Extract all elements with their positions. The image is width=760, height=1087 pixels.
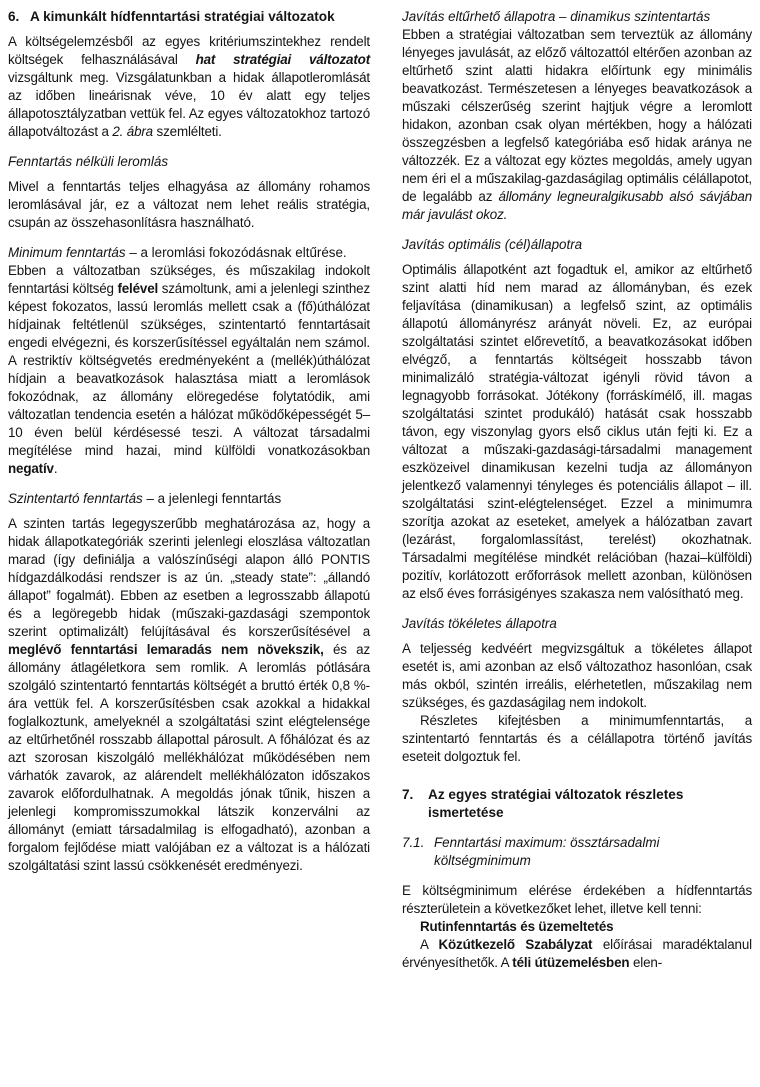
paragraph-kozutkezelo: A Közútkezelő Szabályzat előírásai maradéktalanul érvényesíthetők. A téli útüzemelésben elen- <box>402 937 752 970</box>
paragraph-fenntartas-nelkuli: Mivel a fenntartás teljes elhagyása az állomány rohamos leromlásával jár, ez a változat nem lehet reális stratégia, csupán az összehasonlításra használható. <box>8 179 370 230</box>
paragraph-javitas-tokeletes: A teljesség kedvéért megvizsgáltuk a tökéletes állapot esetét is, ami azonban az első változathoz hasonlóan, csak más okból, szintén irreális, elérhetetlen, műszakilag nem szükséges, és gazdaságilag nem indokolt. <box>402 641 752 710</box>
paragraph-javitas-eltur: Ebben a stratégiai változatban sem terveztük az állomány lényeges javulását, az előző változattól eltérően azonban az eltűrhető szint alatti hidakra előírtunk egy minimális beavatkozást. Természetesen a lényeges beavatkozások a műszaki célszerűség szerint hajtjuk végre a leromlott hidakon, azonban csak olyan mértékben, hogy a hálózati összegzésben a legfelső kategóriába eső hidak aránya ne változzék. Ez a változat egy köztes megoldás, amely ugyan nem éri el a műszakilag-gazdaságilag optimális célállapotot, de legalább az állomány legneuralgikusabb alsó sávjában már javulást okoz. <box>402 27 752 222</box>
section-title: Az egyes stratégiai változatok részletes ismertetése <box>428 787 684 820</box>
left-column <box>8 8 370 875</box>
paragraph-javitas-optimalis: Optimális állapotként azt fogadtuk el, amikor az eltűrhető szint alatti híd nem marad az állományban, és ezek feljavítása (dinamikusan) a legfelső szint, az optimális állapotú állományrész arányát növeli. Ez, az európai szolgáltatási szintet előrevetítő, a beavatkozásokat időben elvégző, a fenntartás költségeit hosszabb távon minimalizáló stratégia-változat igényli rövid távon a legnagyobb forrásokat. Jótékony (forráskímélő, ill. magas szolgáltatási szintet produkáló) hatását csak hosszabb távon, egy viszonylag gyors első ciklus után fejti ki. Ez a változat a műszaki-gazdasági-társadalmi management eszközeivel dinamikusan kezelni tudja az állományon jelentkező valamennyi tényleges és potenciális állapot – ill. szolgáltatási szint-elégtelenséget. Ezzel a minimumra szorítja azokat az eseteket, amelyek a hálózatban zavart (lezárást, forgalomlassítást, terelést) okozhatnak. Társadalmi megítélése mindkét relációban (hazai–külföldi) pozitív, korlátozott erőforrások mellett azonban, különösen az első éves forrásigényes szakasza nem valósítható meg. <box>402 262 752 601</box>
paragraph-koltsegminimum: E költségminimum elérése érdekében a hídfenntartás részterületein a következőket lehet, illetve kell tenni: <box>402 883 752 916</box>
subheading-javitas-tokeletes: Javítás tökéletes állapotra <box>402 616 557 631</box>
subheading-szintentarto: Szintentartó fenntartás – a jelenlegi fenntartás <box>8 491 282 506</box>
subheading-minimum-fenntartas: Minimum fenntartás – a leromlási fokozódásnak eltűrése. <box>8 245 347 260</box>
section-title: A kimunkált hídfenntartási stratégiai változatok <box>30 9 335 24</box>
intro-paragraph: A költségelemzésből az egyes kritériumszintekhez rendelt költségek felhasználásával hat stratégiai változatot vizsgáltunk meg. Vizsgálatunkban a hidak állapotleromlását az időben lineárisnak véve, 10 év alatt egy teljes állapotosztályzatban vettük fel. Az egyes változatokhoz tartozó állapotváltozást a 2. ábra szemlélteti. <box>8 34 370 139</box>
subheading-javitas-optimalis: Javítás optimális (cél)állapotra <box>402 237 583 252</box>
subsection-number: 7.1. <box>402 835 425 850</box>
subheading-javitas-eltur: Javítás eltűrhető állapotra – dinamikus szintentartás <box>402 9 711 24</box>
section-number: 7. <box>402 787 414 802</box>
paragraph-minimum-fenntartas: Ebben a változatban szükséges, és műszakilag indokolt fenntartási költség felével számoltunk, ami a jelenlegi szinthez képest fokozatos, lassú leromlás mellett csak a (fő)úthálózat hídjainak feltétlenül szükséges, szintentartó fenntartásait engedi elvégezni, és korszerűsítéssel egyáltalán nem számol. A restriktív költségvetés eredményeként a (mellék)úthálózat hídjain a beavatkozások halasztása miatt a leromlások fokozódnak, az állomány elöregedése folytatódik, ami változatlan tendencia esetén a hálózat működőképességét 5–10 éven belül kérdésessé teszi. A változat társadalmi megítélése mind hazai, mind külföldi vonatkozásokban negatív. <box>8 263 370 476</box>
paragraph-reszletes: Részletes kifejtésben a minimumfenntartás, a szintentartó fenntartás és a célállapotra történő javítás eseteit dolgoztuk fel. <box>402 713 752 764</box>
section-6-heading <box>8 8 370 26</box>
subheading-fenntartas-nelkuli: Fenntartás nélküli leromlás <box>8 154 169 169</box>
section-7-heading <box>402 786 752 822</box>
paragraph-szintentarto: A szinten tartás legegyszerűbb meghatározása az, hogy a hidak állapotkategóriák szerinti jelenlegi eloszlása változatlan marad (így definiálja a valószínűségi alapon álló PONTIS hídgazdálkodási rendszer is az ún. „steady state”: „állandó állapot” fogalmát). Ebben az esetben a legrosszabb állapotú és a legöregebb hidak (műszaki-gazdasági szempontok szerint optimalizált) felújításával és korszerűsítésével a meglévő fenntartási lemaradás nem növekszik, és az állomány átlagéletkora sem romlik. A leromlás pótlására szolgáló szintentartó fenntartás költségét a bruttó érték 0,8 %-ára vettük fel. A korszerűsítésben csak azokkal a hidakkal foglalkoztunk, amelyeknél a szolgáltatási szint elégtelensége az eltűrhetőnél rosszabb állapottal párosult. A főhálózat és az azt szorosan kiszolgáló mellékhálózat működésében nem várhatók zavarok, az alárendelt mellékhálózaton időszakos zavarok előfordulhatnak. A megoldás jónak tűnik, hiszen a jelenlegi kompromisszumokkal látszik konzerválni az állományt (emiatt társadalmilag is elfogadható), azonban a forgalom fejlődése miatt valójában ez a változat is a hálózati szolgáltatási szint lassú csökkenését eredményezi. <box>8 516 370 873</box>
section-number: 6. <box>8 9 20 24</box>
subsection-title: Fenntartási maximum: össztársadalmi költségminimum <box>434 835 660 868</box>
subsection-7-1-heading <box>402 834 752 870</box>
right-column <box>402 8 752 972</box>
bold-heading-rutinfenntartas: Rutinfenntartás és üzemeltetés <box>420 919 614 934</box>
